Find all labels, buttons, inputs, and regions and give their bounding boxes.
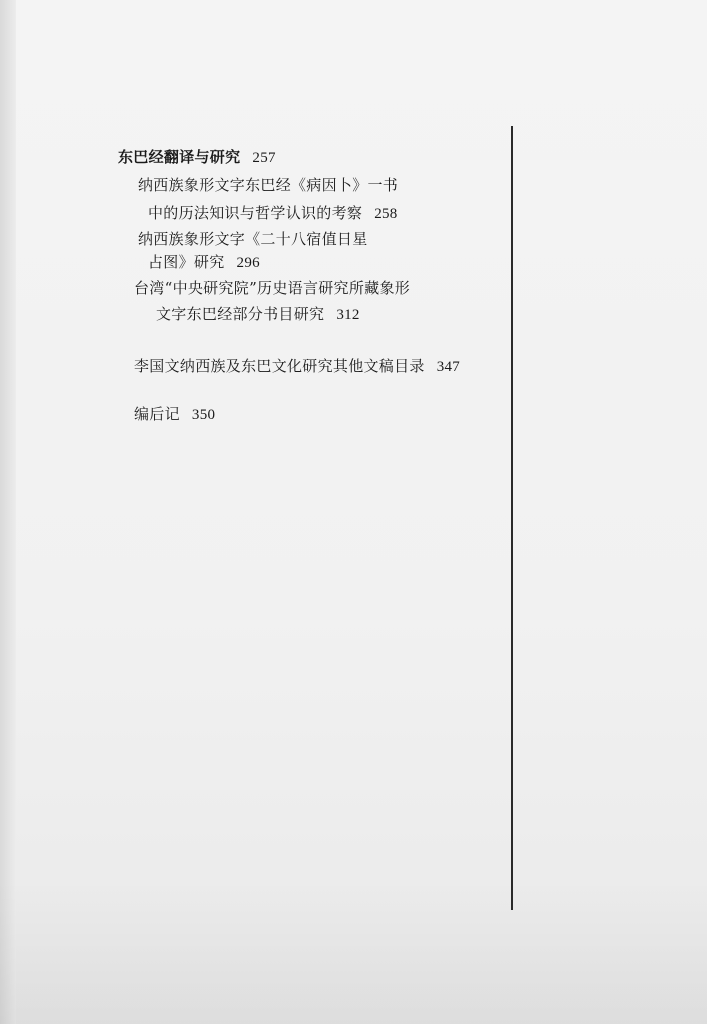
entry-3-title-line-2: 文字东巴经部分书目研究 [156,305,325,323]
catalog-page-number: 347 [436,359,461,375]
toc-entry-1-line-1 [138,175,398,195]
section-title: 东巴经翻译与研究 [118,148,241,166]
entry-1-page-number: 258 [374,206,398,222]
toc-entry-2-line-2 [148,252,260,273]
toc-entry-1-line-2 [148,203,398,224]
entry-2-page-number: 296 [236,255,260,271]
catalog-title: 李国文纳西族及东巴文化研究其他文稿目录 [134,357,425,375]
entry-1-title-line-2: 中的历法知识与哲学认识的考察 [148,204,363,222]
toc-entry-3-line-2 [156,304,360,325]
toc-catalog-entry [134,356,460,377]
entry-1-title-line-1: 纳西族象形文字东巴经《病因卜》一书 [138,176,399,194]
toc-entry-2-line-1 [138,229,368,249]
entry-2-title-line-1: 纳西族象形文字《二十八宿值日星 [138,230,368,248]
postscript-title: 编后记 [134,405,180,423]
page-divider-rule [511,126,513,910]
scan-shadow-bottom [0,880,707,1024]
toc-section-heading [118,147,276,168]
toc-entry-3-line-1 [134,278,410,298]
entry-2-title-line-2: 占图》研究 [148,253,225,271]
section-page-number: 257 [252,150,276,166]
postscript-page-number: 350 [191,407,216,423]
scan-shadow-left [0,0,16,1024]
toc-postscript-entry [134,404,215,425]
entry-3-page-number: 312 [336,307,360,323]
entry-3-title-line-1: 台湾“中央研究院”历史语言研究所藏象形 [134,279,411,297]
